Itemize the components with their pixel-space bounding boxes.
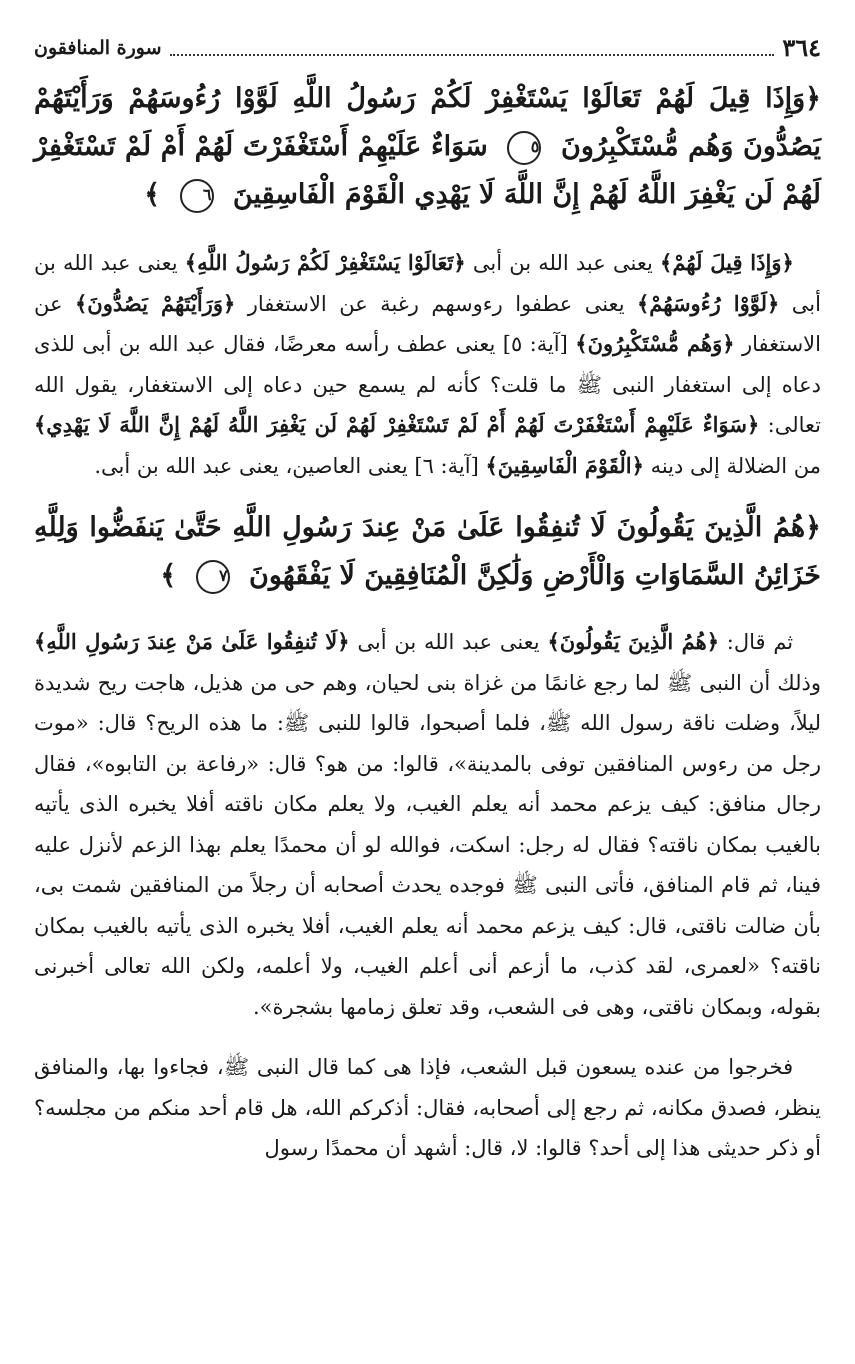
commentary-text: يعنى عبد الله بن أبى [357, 630, 540, 654]
quote: ﴿وَإِذَا قِيلَ لَهُمْ﴾ [660, 250, 794, 275]
commentary-text: يعنى عطفوا رءوسهم رغبة عن الاستغفار [247, 291, 625, 316]
quote: ﴿وَهُم مُّسْتَكْبِرُونَ﴾ [575, 331, 735, 356]
quote: ﴿هُمُ الَّذِينَ يَقُولُونَ﴾ [547, 629, 719, 654]
verse-5-text: ﴿وَإِذَا قِيلَ لَهُمْ تَعَالَوْا يَسْتَغْفِرْ لَكُمْ رَسُولُ اللَّهِ لَوَّوْا رُءُوسَهُمْ وَرَأَيْتَهُمْ يَصُدُّونَ وَهُم مُّسْتَكْبِرُونَ [34, 83, 821, 162]
quote: ﴿تَعَالَوْا يَسْتَغْفِرْ لَكُمْ رَسُولُ اللَّهِ﴾ [184, 250, 466, 275]
commentary-text: [آية: ٥] يعنى عطف رأسه معرضًا، فقال عبد الله بن أبى للذى دعاه إلى استغفار النبى ﷺ ما قلت؟ كأنه لم يسمع حين دعاه إلى الاستغفار، يقول الله تعالى: [34, 332, 821, 437]
commentary-paragraph-1 [34, 243, 821, 486]
commentary-paragraph-2 [34, 622, 821, 1027]
quote: ﴿سَوَاءٌ عَلَيْهِمْ أَسْتَغْفَرْتَ لَهُمْ أَمْ لَمْ تَسْتَغْفِرْ لَهُمْ لَن يَغْفِرَ اللَّهُ لَهُمْ إِنَّ اللَّهَ لَا يَهْدِي﴾ [34, 412, 760, 437]
quote: ﴿وَرَأَيْتَهُمْ يَصُدُّونَ﴾ [74, 290, 236, 316]
quote: ﴿لَوَّوْا رُءُوسَهُمْ﴾ [637, 290, 780, 316]
commentary-text: وذلك أن النبى ﷺ لما رجع غانمًا من غزاة بنى لحيان، وهم حى من هذيل، هاجت ريح شديدة ليلاً، وضلت ناقة رسول الله ﷺ، فلما أصبحوا، قالوا للنبى ﷺ: ما هذه الريح؟ قال: «موت رجل من رءوس المنافقين توفى بالمدينة»، قالوا: من هو؟ قال: «رفاعة بن التابوه»، فقال رجال منافق: كيف يزعم محمد أنه يعلم الغيب، ولا يعلم مكان ناقته أفلا يخبره الذى يأتيه بالغيب بمكان ناقته؟ فقال له رجل: اسكت، فوالله لو أن محمدًا يعلم بهذا الزعم لأنزل عليه فينا، ثم قام المنافق، فأتى النبى ﷺ فوجده يحدث أصحابه أن رجلاً من المنافقين شمت بى، بأن ضالت ناقتى، قال: كيف يزعم محمد أنه يعلم الغيب، أفلا يخبره الذى يأتيه بالغيب بمكان ناقته؟ «لعمرى، لقد كذب، ما أزعم أنى أعلم الغيب، ولا أعلمه، ولكن الله تعالى أخبرنى بقوله، وبمكان ناقتى، وهى فى الشعب، وقد تعلق زمامها بشجرة». [34, 670, 821, 1019]
quran-verse-5-6 [34, 75, 821, 219]
commentary-text: عن الاستغفار [34, 291, 821, 356]
quote: ﴿لَا تُنفِقُوا عَلَىٰ مَنْ عِندَ رَسُولِ اللَّهِ﴾ [34, 629, 350, 654]
page [34, 22, 821, 1352]
surah-name: سورة المنافقون [34, 37, 162, 59]
aya-marker-7: ٧ [196, 560, 230, 594]
aya-marker-5: ٥ [507, 131, 541, 165]
aya-marker-6: ٦ [180, 179, 214, 213]
commentary-paragraph-3 [34, 1047, 821, 1169]
page-header [34, 22, 821, 63]
verse-close-bracket: ﴾ [160, 560, 177, 591]
verse-close-bracket: ﴾ [144, 179, 161, 210]
header-dotted-leader [170, 54, 775, 56]
commentary-text: يعنى عبد الله بن أبى [34, 251, 821, 316]
commentary-text: [آية: ٦] يعنى العاصين، يعنى عبد الله بن أبى. [94, 453, 479, 478]
commentary-text: من الضلالة إلى دينه [650, 453, 821, 478]
quote: ﴿الْقَوْمَ الْفَاسِقِينَ﴾ [485, 452, 644, 478]
verse-6-text: سَوَاءٌ عَلَيْهِمْ أَسْتَغْفَرْتَ لَهُمْ أَمْ لَمْ تَسْتَغْفِرْ لَهُمْ لَن يَغْفِرَ اللَّهُ لَهُمْ إِنَّ اللَّهَ لَا يَهْدِي الْقَوْمَ الْفَاسِقِينَ [34, 131, 821, 210]
verse-7-text: ﴿هُمُ الَّذِينَ يَقُولُونَ لَا تُنفِقُوا عَلَىٰ مَنْ عِندَ رَسُولِ اللَّهِ حَتَّىٰ يَنفَضُّوا وَلِلَّهِ خَزَائِنُ السَّمَاوَاتِ وَالْأَرْضِ وَلَٰكِنَّ الْمُنَافِقِينَ لَا يَفْقَهُونَ [34, 512, 821, 591]
commentary-text: يعنى عبد الله بن أبى [472, 251, 653, 275]
commentary-text: ثم قال: [726, 630, 794, 654]
page-number: ٣٦٤ [782, 33, 821, 62]
commentary-text: فخرجوا من عنده يسعون قبل الشعب، فإذا هى كما قال النبى ﷺ، فجاءوا بها، والمنافق ينظر، فصدق مكانه، ثم رجع إلى أصحابه، فقال: أذكركم الله، هل قام أحد منكم من مجلسه؟ أو ذكر حديثى هذا إلى أحد؟ قالوا: لا، قال: أشهد أن محمدًا رسول [34, 1055, 821, 1160]
quran-verse-7 [34, 504, 821, 600]
